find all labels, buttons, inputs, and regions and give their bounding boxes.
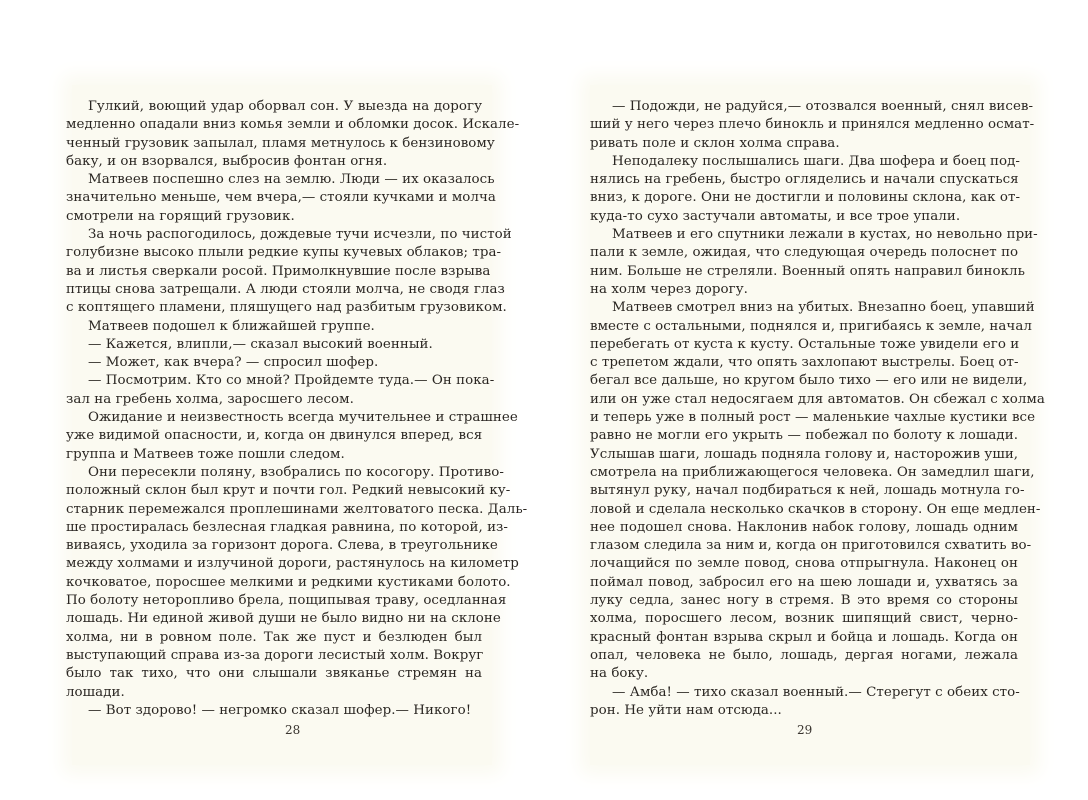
text-line: По болоту неторопливо брела, пощипывая траву, оседланная [66, 593, 507, 609]
text-line: на боку. [590, 666, 649, 682]
text-line: холма, ни в ровном поле. Так же пуст и безлюден был [66, 629, 482, 645]
text-line: ва и листья сверкали росой. Примолкнувшие после взрыва [66, 263, 491, 279]
text-line: — Подожди, не радуйся,— отозвался военный, снял висев- [612, 99, 1034, 114]
text-line: поймал повод, забросил его на шею лошади и, ухватясь за [590, 574, 1018, 590]
left-page-body-text [66, 98, 528, 720]
text-line: — Кажется, влипли,— сказал высокий военный. [88, 336, 433, 352]
text-line: Ожидание и неизвестность всегда мучительнее и страшнее [88, 410, 518, 426]
text-line: опал, человека не было, лошадь, дергая ногами, лежала [590, 647, 1018, 663]
text-line: луку седла, занес ногу в стремя. В это время со стороны [590, 593, 1018, 609]
text-line: положный склон был крут и почти гол. Редкий невысокий ку- [66, 483, 511, 499]
text-line: голубизне высоко плыли редкие купы кучевых облаков; тра- [66, 245, 502, 261]
text-line: виваясь, уходила за горизонт дорога. Слева, в треугольнике [66, 538, 498, 554]
text-line: Матвеев смотрел вниз на убитых. Внезапно боец, упавший [612, 300, 1035, 316]
text-line: глазом следила за ним и, когда он приготовился схватить во- [590, 538, 1032, 554]
text-line: ловой и сделала несколько скачков в сторону. Он еще медлен- [590, 501, 1041, 517]
text-line: рон. Не уйти нам отсюда... [590, 702, 782, 718]
text-line: баку, и он взорвался, выбросив фонтан огня. [66, 153, 388, 169]
text-line: с трепетом ждали, что опять захлопают выстрелы. Боец от- [590, 355, 1019, 371]
text-line: группа и Матвеев тоже пошли следом. [66, 446, 345, 462]
text-line: Матвеев поспешно слез на землю. Люди — их оказалось [88, 172, 495, 188]
text-line: ривать поле и склон холма справа. [590, 135, 840, 151]
text-line: перебегать от куста к кусту. Остальные тоже увидели его и [590, 336, 1020, 352]
text-line: лошадь. Ни единой живой души не было видно ни на склоне [66, 611, 501, 627]
text-line: уже видимой опасности, и, когда он двинулся вперед, вся [66, 428, 483, 444]
text-line: вместе с остальными, поднялся и, пригибаясь к земле, начал [590, 318, 1032, 334]
text-line: — Может, как вчера? — спросил шофер. [88, 355, 379, 371]
text-line: Неподалеку послышались шаги. Два шофера и боец под- [612, 153, 1020, 169]
text-line: Матвеев и его спутники лежали в кустах, но невольно при- [612, 227, 1038, 243]
text-line: было так тихо, что они слышали звяканье стремян на [66, 666, 482, 682]
right-page-number: 29 [797, 723, 813, 737]
text-line: вытянул руку, начал подбираться к ней, лошадь мотнула го- [590, 483, 1025, 499]
text-line: — Вот здорово! — негромко сказал шофер.— Никого! [88, 702, 472, 718]
text-line: медленно опадали вниз комья земли и обломки досок. Искале- [66, 117, 520, 133]
text-line: и теперь уже в полный рост — маленькие чахлые кустики все [590, 410, 1036, 426]
text-line: с коптящего пламени, пляшущего над разбитым грузовиком. [66, 300, 507, 316]
text-line: старник перемежался проплешинами желтоватого песка. Даль- [66, 501, 528, 517]
text-line: Матвеев подошел к ближайшей группе. [88, 318, 375, 334]
text-line: бегал все дальше, но кругом было тихо — его или не видели, [590, 373, 1028, 389]
text-line: нялись на гребень, быстро огляделись и начали спускаться [590, 172, 1019, 188]
text-line: Услышав шаги, лошадь подняла голову и, насторожив уши, [590, 446, 1019, 462]
text-line: пали к земле, ожидая, что следующая очередь полоснет по [590, 245, 1019, 261]
text-line: ченный грузовик запылал, пламя метнулось к бензиновому [66, 135, 495, 151]
text-line: нее подошел снова. Наклонив набок голову, лошадь одним [590, 519, 1018, 535]
text-line: на холм через дорогу. [590, 281, 748, 297]
text-line: Гулкий, воющий удар оборвал сон. У выезда на дорогу [88, 99, 482, 114]
text-line: смотрели на горящий грузовик. [66, 208, 295, 224]
text-line: — Амба! — тихо сказал военный.— Стерегут с обеих сто- [612, 684, 1020, 700]
text-line: холма, поросшего лесом, возник шипящий свист, черно- [590, 611, 1018, 627]
text-line: между холмами и излучиной дороги, растянулось на километр [66, 556, 519, 572]
text-line: кочковатое, поросшее мелкими и редкими кустиками болото. [66, 574, 511, 590]
text-line: Они пересекли поляну, взобрались по косогору. Противо- [88, 464, 504, 480]
text-line: куда-то сухо застучали автоматы, и все трое упали. [590, 208, 961, 224]
left-page-number: 28 [285, 723, 301, 737]
text-line: значительно меньше, чем вчера,— стояли кучками и молча [66, 190, 496, 206]
text-line: или он уже стал недосягаем для автоматов. Он сбежал с холма [590, 391, 1045, 407]
text-line: лошади. [66, 684, 125, 700]
text-line: вниз, к дороге. Они не достигли и половины склона, как от- [590, 190, 1021, 206]
right-page-body-text [590, 98, 1045, 720]
text-line: ший у него через плечо бинокль и принялся медленно осмат- [590, 117, 1035, 133]
text-line: лочащийся по земле повод, снова отпрыгнула. Наконец он [590, 556, 1018, 572]
text-line: равно не могли его укрыть — побежал по болоту к лошади. [590, 428, 1018, 444]
text-line: красный фонтан взрыва скрыл и бойца и лошадь. Когда он [590, 629, 1018, 645]
text-line: ним. Больше не стреляли. Военный опять направил бинокль [590, 263, 1025, 279]
text-line: ше простиралась безлесная гладкая равнина, по которой, из- [66, 519, 508, 535]
text-line: За ночь распогодилось, дождевые тучи исчезли, по чистой [88, 227, 512, 243]
text-line: — Посмотрим. Кто со мной? Пройдемте туда.— Он пока- [88, 373, 495, 389]
text-line: зал на гребень холма, заросшего лесом. [66, 391, 354, 407]
text-line: выступающий справа из-за дороги лесистый холм. Вокруг [66, 647, 484, 663]
text-line: смотрела на приближающегося человека. Он замедлил шаги, [590, 464, 1035, 480]
text-line: птицы снова затрещали. А люди стояли молча, не сводя глаз [66, 281, 505, 297]
